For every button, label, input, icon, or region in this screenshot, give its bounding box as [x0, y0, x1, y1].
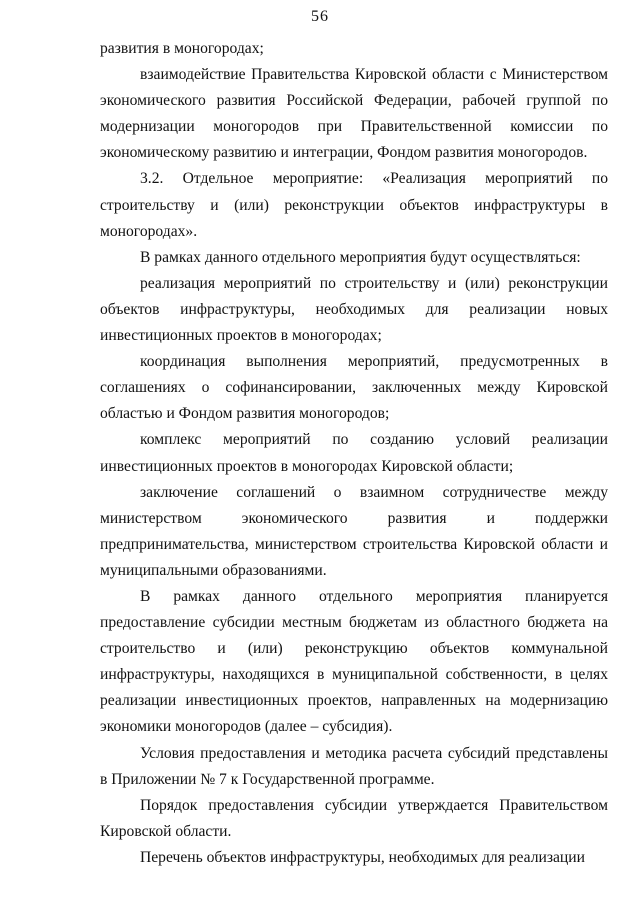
paragraph: В рамках данного отдельного мероприятия планируется предоставление субсидии местным бюджетам из областного бюджета на строительство и (или) реконструкцию объектов коммунальной инфраструктуры, находящихся в муниципальной собственности, в целях реализации инвестиционных проектов, направленных на модернизацию экономики моногородов (далее – субсидия).: [100, 587, 608, 736]
paragraph: В рамках данного отдельного мероприятия будут осуществляться:: [140, 248, 581, 266]
paragraph-continued: Перечень объектов инфраструктуры, необходимых для реализации: [140, 848, 585, 866]
paragraph: Порядок предоставления субсидии утверждается Правительством Кировской области.: [100, 796, 608, 840]
paragraph-continuation: развития в моногородах;: [100, 40, 264, 57]
list-item: заключение соглашений о взаимном сотрудничестве между министерством экономического развития и поддержки предпринимательства, министерством строительства Кировской области и муниципальными образованиями.: [100, 483, 608, 579]
paragraph: Условия предоставления и методика расчета субсидий представлены в Приложении № 7 к Государственной программе.: [100, 744, 608, 788]
list-item: комплекс мероприятий по созданию условий реализации инвестиционных проектов в моногородах Кировской области;: [100, 431, 608, 475]
paragraph: взаимодействие Правительства Кировской области с Министерством экономического развития Российской Федерации, рабочей группой по модернизации моногородов при Правительственной комиссии по экономическому развитию и интеграции, Фондом развития моногородов.: [100, 66, 608, 162]
section-heading-3-2: 3.2. Отдельное мероприятие: «Реализация мероприятий по строительству и (или) реконструкции объектов инфраструктуры в моногородах».: [100, 170, 608, 240]
list-item: координация выполнения мероприятий, предусмотренных в соглашениях о софинансировании, заключенных между Кировской областью и Фондом развития моногородов;: [100, 353, 608, 423]
list-item: реализация мероприятий по строительству и (или) реконструкции объектов инфраструктуры, необходимых для реализации новых инвестиционных проектов в моногородах;: [100, 274, 608, 345]
document-body: [100, 36, 608, 871]
page-number: 56: [311, 8, 329, 25]
